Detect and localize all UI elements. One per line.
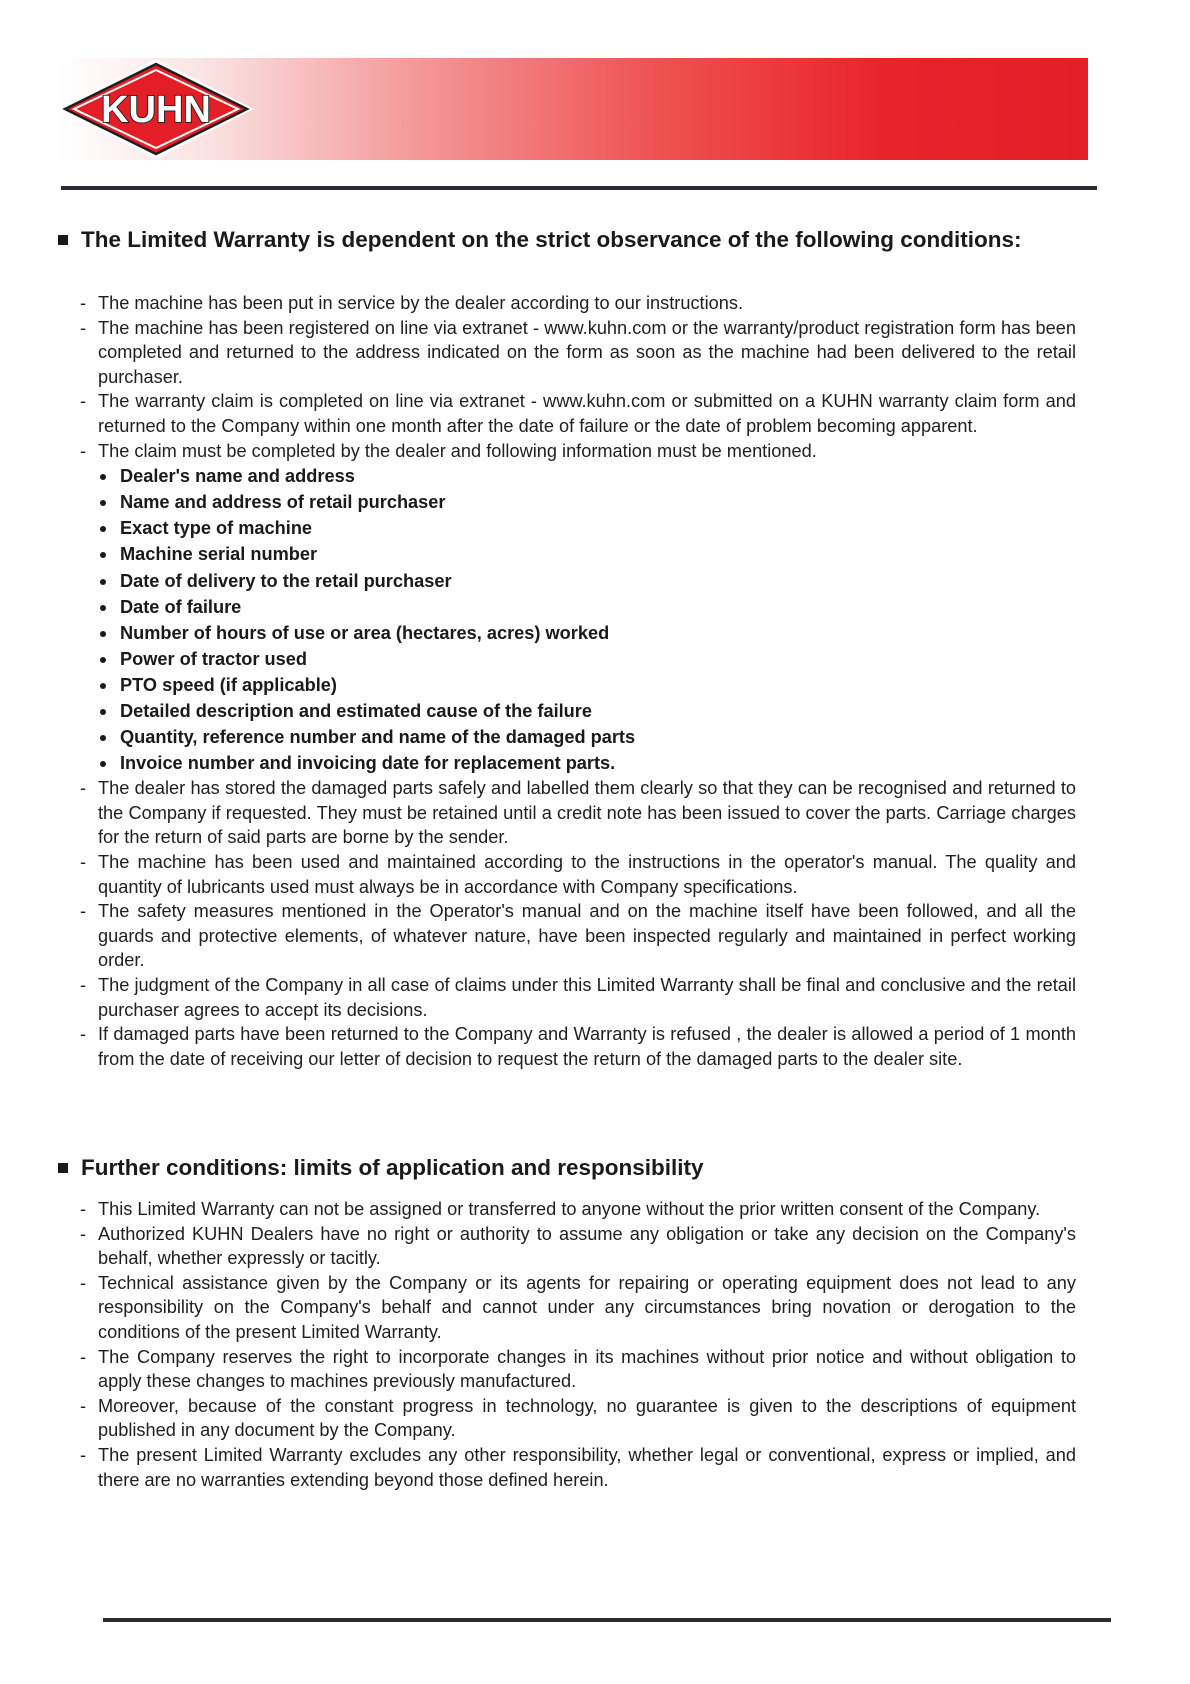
bullet-icon bbox=[100, 500, 106, 506]
list-item: - The machine has been put in service by the dealer according to our instructions. bbox=[80, 293, 744, 313]
bullet-icon bbox=[100, 657, 106, 663]
claim-info-item: Date of delivery to the retail purchaser bbox=[80, 568, 1076, 594]
bullet-icon bbox=[100, 605, 106, 611]
square-bullet-icon bbox=[58, 1163, 68, 1173]
list-item: - If damaged parts have been returned to the Company and Warranty is refused , the dealer is allowed a period of 1 month from the date of receiving our letter of decision to request the return of the damaged parts to the dealer site. bbox=[80, 1024, 1076, 1069]
claim-info-item: Machine serial number bbox=[80, 541, 1076, 567]
header-rule bbox=[61, 186, 1097, 190]
logo-text: KUHN bbox=[101, 89, 211, 131]
list-item: - This Limited Warranty can not be assigned or transferred to anyone without the prior written consent of the Company. bbox=[80, 1199, 1041, 1219]
claim-info-item: Power of tractor used bbox=[80, 646, 1076, 672]
list-item: - Moreover, because of the constant progress in technology, no guarantee is given to the descriptions of equipment published in any document by the Company. bbox=[80, 1395, 1076, 1441]
claim-info-item: Name and address of retail purchaser bbox=[80, 489, 1076, 515]
list-item: - The machine has been used and maintained according to the instructions in the operator's manual. The quality and quantity of lubricants used must always be in accordance with Company specifications. bbox=[80, 852, 1076, 897]
list-item: - The claim must be completed by the dealer and following information must be mentioned. bbox=[80, 440, 817, 461]
list-item: - The judgment of the Company in all case of claims under this Limited Warranty shall be final and conclusive and the retail purchaser agrees to accept its decisions. bbox=[80, 975, 1076, 1020]
list-item: - Authorized KUHN Dealers have no right or authority to assume any obligation or take any decision on the Company's behalf, whether expressly or tacitly. bbox=[80, 1223, 1076, 1269]
claim-info-item: Date of failure bbox=[80, 594, 1076, 620]
bullet-icon bbox=[100, 526, 106, 532]
claim-info-item: Quantity, reference number and name of the damaged parts bbox=[80, 724, 1076, 750]
list-item: - The safety measures mentioned in the Operator's manual and on the machine itself have been followed, and all the guards and protective elements, of whatever nature, have been inspected regularly and maintained in perfect working order. bbox=[80, 901, 1076, 971]
kuhn-logo bbox=[54, 56, 258, 162]
conditions-list bbox=[80, 291, 1076, 1071]
list-item: - The dealer has stored the damaged parts safely and labelled them clearly so that they can be recognised and returned to the Company if requested. They must be retained until a credit note has been issued to cover the parts. Carriage charges for the return of said parts are borne by the sender. bbox=[80, 778, 1076, 848]
section-heading-text: Further conditions: limits of application and responsibility bbox=[81, 1155, 704, 1180]
bullet-icon bbox=[100, 683, 106, 689]
list-item: - The warranty claim is completed on line via extranet - www.kuhn.com or submitted on a KUHN warranty claim form and returned to the Company within one month after the date of failure or the date of problem becoming apparent. bbox=[80, 391, 1076, 436]
bullet-icon bbox=[100, 761, 106, 767]
claim-info-item: Dealer's name and address bbox=[80, 463, 1076, 489]
bullet-icon bbox=[100, 735, 106, 741]
list-item: - The machine has been registered on line via extranet - www.kuhn.com or the warranty/product registration form has been completed and returned to the address indicated on the form as soon as the machine had been delivered to the retail purchaser. bbox=[80, 317, 1076, 387]
bullet-icon bbox=[100, 474, 106, 480]
section-heading-conditions bbox=[58, 227, 1088, 252]
list-item: - The Company reserves the right to incorporate changes in its machines without prior notice and without obligation to apply these changes to machines previously manufactured. bbox=[80, 1346, 1076, 1392]
claim-info-item: PTO speed (if applicable) bbox=[80, 672, 1076, 698]
bullet-icon bbox=[100, 631, 106, 637]
footer-rule bbox=[103, 1618, 1111, 1622]
claim-info-item: Detailed description and estimated cause of the failure bbox=[80, 698, 1076, 724]
bullet-icon bbox=[100, 709, 106, 715]
claim-info-item: Exact type of machine bbox=[80, 515, 1076, 541]
square-bullet-icon bbox=[58, 235, 68, 245]
claim-info-item: Invoice number and invoicing date for replacement parts. bbox=[80, 750, 1076, 776]
further-conditions-list bbox=[80, 1197, 1076, 1492]
section-heading-text: The Limited Warranty is dependent on the strict observance of the following conditions: bbox=[81, 227, 1022, 252]
list-item: - The present Limited Warranty excludes any other responsibility, whether legal or conventional, express or implied, and there are no warranties extending beyond those defined herein. bbox=[80, 1444, 1076, 1490]
bullet-icon bbox=[100, 579, 106, 585]
bullet-icon bbox=[100, 552, 106, 558]
section-heading-further-conditions bbox=[58, 1155, 1088, 1180]
claim-info-item: Number of hours of use or area (hectares, acres) worked bbox=[80, 620, 1076, 646]
list-item: - Technical assistance given by the Company or its agents for repairing or operating equipment does not lead to any responsibility on the Company's behalf and cannot under any circumstances bring novation or derogation to the conditions of the present Limited Warranty. bbox=[80, 1272, 1076, 1342]
